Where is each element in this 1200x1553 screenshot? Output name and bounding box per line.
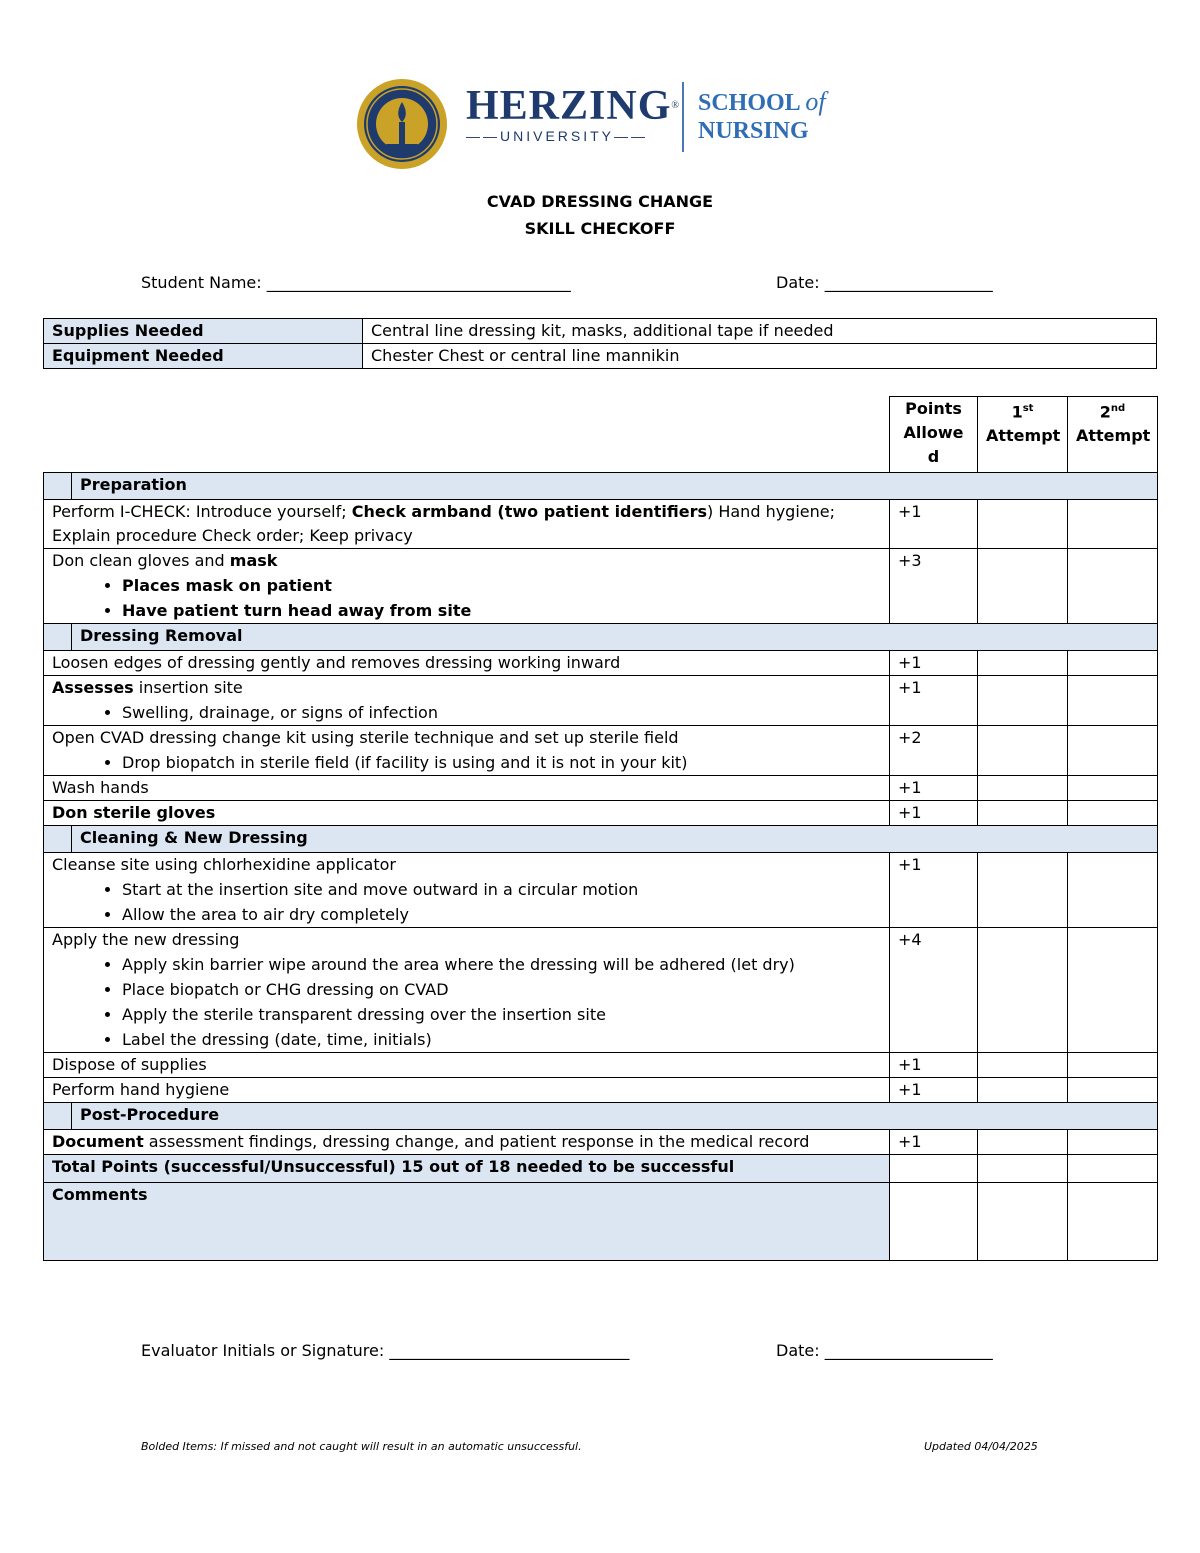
attempt1-cell[interactable]	[978, 1053, 1068, 1078]
step-row-assess	[44, 676, 1158, 726]
points-cell: +1	[890, 500, 978, 549]
attempt1-cell[interactable]	[978, 651, 1068, 676]
total-points-label: Total Points (successful/Unsuccessful) 15 out of 18 needed to be successful	[44, 1155, 890, 1183]
footer-updated-date: Updated 04/04/2025	[924, 1440, 1038, 1453]
attempt2-cell[interactable]	[1068, 1078, 1158, 1103]
step-text: Perform I-CHECK: Introduce yourself; Check armband (two patient identifiers) Hand hygiene; Explain procedure Check order; Keep privacy	[44, 500, 890, 549]
date-field-top[interactable]	[776, 273, 993, 292]
step-row-dispose	[44, 1053, 1158, 1078]
step-row-new-dressing	[44, 928, 1158, 1053]
document-title: CVAD DRESSING CHANGE	[486, 192, 714, 211]
supplies-value: Central line dressing kit, masks, additional tape if needed	[363, 319, 1157, 344]
attempt2-cell[interactable]	[1068, 500, 1158, 549]
points-cell: +3	[890, 549, 978, 624]
attempt1-cell[interactable]	[978, 1078, 1068, 1103]
section-row-dressing-removal	[44, 624, 1158, 651]
total-points-cell[interactable]	[890, 1155, 978, 1183]
bullet-item: • Drop biopatch in sterile field (if facility is using and it is not in your kit)	[122, 750, 881, 775]
attempt2-total-cell[interactable]	[1068, 1155, 1158, 1183]
bullet-item: • Swelling, drainage, or signs of infection	[122, 700, 881, 725]
step-text: Wash hands	[44, 776, 890, 801]
section-row-cleaning	[44, 826, 1158, 853]
logo-divider	[682, 82, 684, 152]
date-line[interactable]: _____________________	[824, 273, 993, 292]
attempt1-cell[interactable]	[978, 726, 1068, 776]
bullet-item: • Allow the area to air dry completely	[122, 902, 881, 927]
step-text: Dispose of supplies	[44, 1053, 890, 1078]
attempt2-cell[interactable]	[1068, 676, 1158, 726]
attempt2-cell[interactable]	[1068, 651, 1158, 676]
footer-note: Bolded Items: If missed and not caught will result in an automatic unsuccessful.	[141, 1440, 582, 1453]
bullet-item: • Apply the sterile transparent dressing over the insertion site	[122, 1002, 881, 1027]
step-text: Don clean gloves and mask • Places mask on patient • Have patient turn head away from site	[44, 549, 890, 624]
step-row-wash-hands	[44, 776, 1158, 801]
second-attempt-header: 2nd Attempt	[1068, 397, 1158, 473]
points-cell: +2	[890, 726, 978, 776]
step-text: Cleanse site using chlorhexidine applicator • Start at the insertion site and move outward in a circular motion • Allow the area to air dry completely	[44, 853, 890, 928]
section-row-preparation	[44, 473, 1158, 500]
section-title: Preparation	[72, 473, 1158, 500]
equipment-label: Equipment Needed	[44, 344, 363, 369]
attempt1-cell[interactable]	[978, 928, 1068, 1053]
student-name-field[interactable]	[141, 273, 571, 292]
points-cell: +1	[890, 801, 978, 826]
section-title: Dressing Removal	[72, 624, 1158, 651]
section-title: Cleaning & New Dressing	[72, 826, 1158, 853]
section-title: Post-Procedure	[72, 1103, 1158, 1130]
attempt2-cell[interactable]	[1068, 801, 1158, 826]
bullet-item: • Have patient turn head away from site	[122, 598, 881, 623]
attempt1-cell[interactable]	[978, 853, 1068, 928]
evaluator-line[interactable]: ______________________________	[389, 1341, 630, 1360]
step-row-sterile-gloves	[44, 801, 1158, 826]
header-blank	[44, 397, 890, 473]
attempt2-cell[interactable]	[1068, 1053, 1158, 1078]
comments-points-cell[interactable]	[890, 1183, 978, 1261]
points-cell: +1	[890, 776, 978, 801]
attempt2-cell[interactable]	[1068, 549, 1158, 624]
logo-name: HERZING®	[466, 83, 680, 129]
points-cell: +1	[890, 1130, 978, 1155]
step-row-gloves-mask	[44, 549, 1158, 624]
school-of-nursing-logo: SCHOOL of NURSING	[698, 87, 826, 144]
student-name-line[interactable]: ______________________________________	[266, 273, 571, 292]
attempt1-cell[interactable]	[978, 549, 1068, 624]
comments-attempt2-cell[interactable]	[1068, 1183, 1158, 1261]
step-text: Don sterile gloves	[44, 801, 890, 826]
equipment-value: Chester Chest or central line mannikin	[363, 344, 1157, 369]
document-subtitle: SKILL CHECKOFF	[524, 219, 676, 238]
equipment-row	[44, 344, 1157, 369]
header-row	[44, 397, 1158, 473]
points-cell: +1	[890, 676, 978, 726]
step-row-icheck	[44, 500, 1158, 549]
bullet-item: • Apply skin barrier wipe around the area where the dressing will be adhered (let dry)	[122, 952, 881, 977]
logo-wordmark	[466, 83, 680, 144]
evaluator-signature-field[interactable]	[141, 1341, 629, 1360]
comments-attempt1-cell[interactable]	[978, 1183, 1068, 1261]
student-name-label: Student Name:	[141, 273, 262, 292]
step-row-document	[44, 1130, 1158, 1155]
section-row-post-procedure	[44, 1103, 1158, 1130]
attempt2-cell[interactable]	[1068, 776, 1158, 801]
evaluator-label: Evaluator Initials or Signature:	[141, 1341, 385, 1360]
bullet-item: • Label the dressing (date, time, initials)	[122, 1027, 881, 1052]
points-cell: +4	[890, 928, 978, 1053]
step-text: Loosen edges of dressing gently and removes dressing working inward	[44, 651, 890, 676]
comments-label[interactable]: Comments	[44, 1183, 890, 1261]
attempt1-cell[interactable]	[978, 776, 1068, 801]
attempt2-cell[interactable]	[1068, 928, 1158, 1053]
date-field-bottom[interactable]	[776, 1341, 993, 1360]
attempt1-cell[interactable]	[978, 500, 1068, 549]
total-points-row	[44, 1155, 1158, 1183]
bullet-item: • Places mask on patient	[122, 573, 881, 598]
step-row-cleanse	[44, 853, 1158, 928]
first-attempt-header: 1st Attempt	[978, 397, 1068, 473]
supplies-table	[43, 318, 1157, 369]
bullet-item: • Place biopatch or CHG dressing on CVAD	[122, 977, 881, 1002]
attempt1-cell[interactable]	[978, 1130, 1068, 1155]
step-text: Perform hand hygiene	[44, 1078, 890, 1103]
step-text: Assesses insertion site • Swelling, drainage, or signs of infection	[44, 676, 890, 726]
attempt2-cell[interactable]	[1068, 853, 1158, 928]
points-cell: +1	[890, 651, 978, 676]
step-row-loosen	[44, 651, 1158, 676]
comments-row	[44, 1183, 1158, 1261]
supplies-label: Supplies Needed	[44, 319, 363, 344]
step-row-hand-hygiene	[44, 1078, 1158, 1103]
points-cell: +1	[890, 1053, 978, 1078]
attempt2-cell[interactable]	[1068, 726, 1158, 776]
step-text: Open CVAD dressing change kit using sterile technique and set up sterile field • Drop biopatch in sterile field (if facility is using and it is not in your kit)	[44, 726, 890, 776]
bullet-item: • Start at the insertion site and move outward in a circular motion	[122, 877, 881, 902]
step-text: Document assessment findings, dressing change, and patient response in the medical record	[44, 1130, 890, 1155]
date-label: Date:	[776, 273, 820, 292]
attempt2-cell[interactable]	[1068, 1130, 1158, 1155]
points-cell: +1	[890, 1078, 978, 1103]
step-row-open-kit	[44, 726, 1158, 776]
date-label: Date:	[776, 1341, 820, 1360]
attempt1-cell[interactable]	[978, 676, 1068, 726]
supplies-row	[44, 319, 1157, 344]
checklist-table	[43, 396, 1158, 1261]
university-seal-logo	[356, 78, 448, 170]
date-line[interactable]: _____________________	[824, 1341, 993, 1360]
attempt1-cell[interactable]	[978, 801, 1068, 826]
points-allowed-header: Points Allowe d	[890, 397, 978, 473]
logo-subtitle: ——UNIVERSITY——	[466, 128, 649, 144]
points-cell: +1	[890, 853, 978, 928]
step-text: Apply the new dressing • Apply skin barrier wipe around the area where the dressing will be adhered (let dry) • Place biopatch or CHG dressing on CVAD • Apply the sterile transparent dressing over the insertion site • Label the dressing (date, time, initials)	[44, 928, 890, 1053]
attempt1-total-cell[interactable]	[978, 1155, 1068, 1183]
